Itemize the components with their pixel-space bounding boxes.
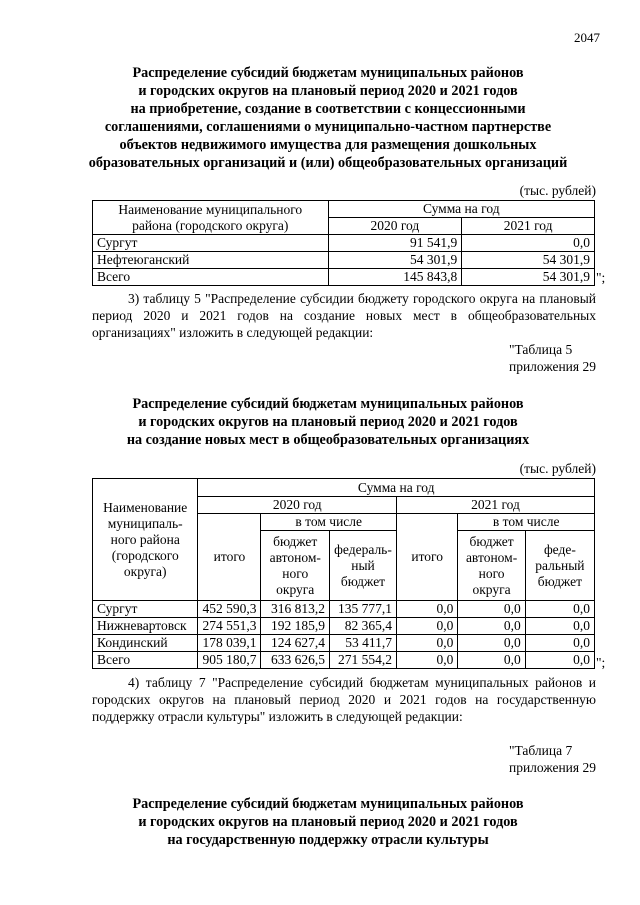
header-2020: 2020 год — [328, 218, 462, 235]
section3-heading — [60, 795, 596, 849]
row-auto-2021: 0,0 — [458, 618, 525, 635]
row-2021: 54 301,9 — [462, 269, 595, 286]
row-fed-2020: 271 554,2 — [330, 652, 397, 669]
row-2021: 54 301,9 — [462, 252, 595, 269]
units-label: (тыс. рублей) — [519, 183, 596, 198]
row-total-2020: 905 180,7 — [198, 652, 261, 669]
header-total-2020: итого — [198, 514, 261, 601]
heading-line: Распределение субсидий бюджетам муниципальных районов — [132, 65, 524, 81]
table-reference-5 — [509, 341, 596, 375]
heading-line: соглашениями, соглашениями о муниципально-частном партнерстве — [104, 119, 552, 135]
table-row — [93, 635, 595, 652]
header-including-2020: в том числе — [261, 514, 397, 531]
row-total-2020: 178 039,1 — [198, 635, 261, 652]
row-total-2020: 452 590,3 — [198, 601, 261, 618]
row-name: Всего — [93, 269, 329, 286]
heading-line: на приобретение, создание в соответствии с концессионными — [130, 101, 526, 117]
heading-line: и городских округов на плановый период 2020 и 2021 годов — [138, 814, 518, 830]
table-closer: "; — [596, 655, 606, 670]
header-auto-2020: бюджет автоном-ного округа — [261, 531, 330, 601]
row-name: Сургут — [93, 601, 198, 618]
table-ref-line: приложения 29 — [508, 359, 596, 374]
header-total-2021: итого — [396, 514, 457, 601]
table-ref-line: "Таблица 5 — [508, 342, 573, 357]
table-ref-line: приложения 29 — [508, 760, 596, 775]
subsidy-table-1 — [92, 200, 595, 286]
table-row-total — [93, 269, 595, 286]
paragraph-4: 4) таблицу 7 "Распределение субсидий бюджетам муниципальных районов и городских округов на плановый период 2020 и 2021 годов на государственную поддержку отрасли культуры" изложить в следующей редакции: — [92, 675, 596, 724]
page-number: 2047 — [574, 30, 600, 45]
units-label: (тыс. рублей) — [519, 461, 596, 476]
header-fed-2021: феде-ральный бюджет — [525, 531, 594, 601]
heading-line: Распределение субсидий бюджетам муниципальных районов — [132, 796, 524, 812]
heading-line: и городских округов на плановый период 2020 и 2021 годов — [138, 83, 518, 99]
heading-line: на создание новых мест в общеобразовательных организациях — [126, 432, 530, 448]
table-reference-7 — [509, 742, 596, 776]
row-2021: 0,0 — [462, 235, 595, 252]
heading-line: Распределение субсидий бюджетам муниципальных районов — [132, 396, 524, 412]
row-fed-2020: 53 411,7 — [330, 635, 397, 652]
row-total-2021: 0,0 — [396, 635, 457, 652]
header-name: Наименование муниципаль-ного района (городского округа) — [93, 479, 198, 601]
row-fed-2021: 0,0 — [525, 652, 594, 669]
header-2021: 2021 год — [462, 218, 595, 235]
table-closer: "; — [596, 270, 606, 285]
table-row-total — [93, 652, 595, 669]
row-auto-2020: 192 185,9 — [261, 618, 330, 635]
row-2020: 145 843,8 — [328, 269, 462, 286]
row-auto-2021: 0,0 — [458, 635, 525, 652]
table-row — [93, 601, 595, 618]
heading-line: объектов недвижимого имущества для размещения дошкольных — [119, 137, 537, 153]
heading-line: образовательных организаций и (или) общеобразовательных организаций — [88, 155, 568, 171]
row-total-2021: 0,0 — [396, 652, 457, 669]
row-2020: 54 301,9 — [328, 252, 462, 269]
row-fed-2021: 0,0 — [525, 601, 594, 618]
row-auto-2021: 0,0 — [458, 601, 525, 618]
row-auto-2021: 0,0 — [458, 652, 525, 669]
row-name: Нефтеюганский — [93, 252, 329, 269]
row-fed-2021: 0,0 — [525, 635, 594, 652]
row-auto-2020: 316 813,2 — [261, 601, 330, 618]
heading-line: и городских округов на плановый период 2020 и 2021 годов — [138, 414, 518, 430]
heading-line: на государственную поддержку отрасли культуры — [167, 832, 489, 848]
row-fed-2020: 82 365,4 — [330, 618, 397, 635]
row-total-2021: 0,0 — [396, 601, 457, 618]
paragraph-3: 3) таблицу 5 "Распределение субсидии бюджету городского округа на плановый период 2020 и 2021 годов на создание новых мест в общеобразовательных организациях" изложить в следующей редакции: — [92, 291, 596, 340]
header-2020: 2020 год — [198, 497, 397, 514]
row-name: Сургут — [93, 235, 329, 252]
table-row — [93, 235, 595, 252]
header-sum: Сумма на год — [328, 201, 594, 218]
row-fed-2021: 0,0 — [525, 618, 594, 635]
header-auto-2021: бюджет автоном-ного округа — [458, 531, 525, 601]
header-sum: Сумма на год — [198, 479, 595, 497]
row-name: Всего — [93, 652, 198, 669]
table-row — [93, 252, 595, 269]
header-2021: 2021 год — [396, 497, 594, 514]
row-name: Кондинский — [93, 635, 198, 652]
row-total-2021: 0,0 — [396, 618, 457, 635]
row-total-2020: 274 551,3 — [198, 618, 261, 635]
subsidy-table-2 — [92, 478, 595, 669]
table-ref-line: "Таблица 7 — [508, 743, 573, 758]
row-auto-2020: 124 627,4 — [261, 635, 330, 652]
row-auto-2020: 633 626,5 — [261, 652, 330, 669]
header-fed-2020: федераль-ный бюджет — [330, 531, 397, 601]
header-name: Наименование муниципального района (городского округа) — [93, 201, 329, 235]
row-fed-2020: 135 777,1 — [330, 601, 397, 618]
table-row — [93, 618, 595, 635]
section2-heading — [60, 395, 596, 449]
header-including-2021: в том числе — [458, 514, 595, 531]
row-2020: 91 541,9 — [328, 235, 462, 252]
section1-heading — [60, 64, 596, 172]
row-name: Нижневартовск — [93, 618, 198, 635]
